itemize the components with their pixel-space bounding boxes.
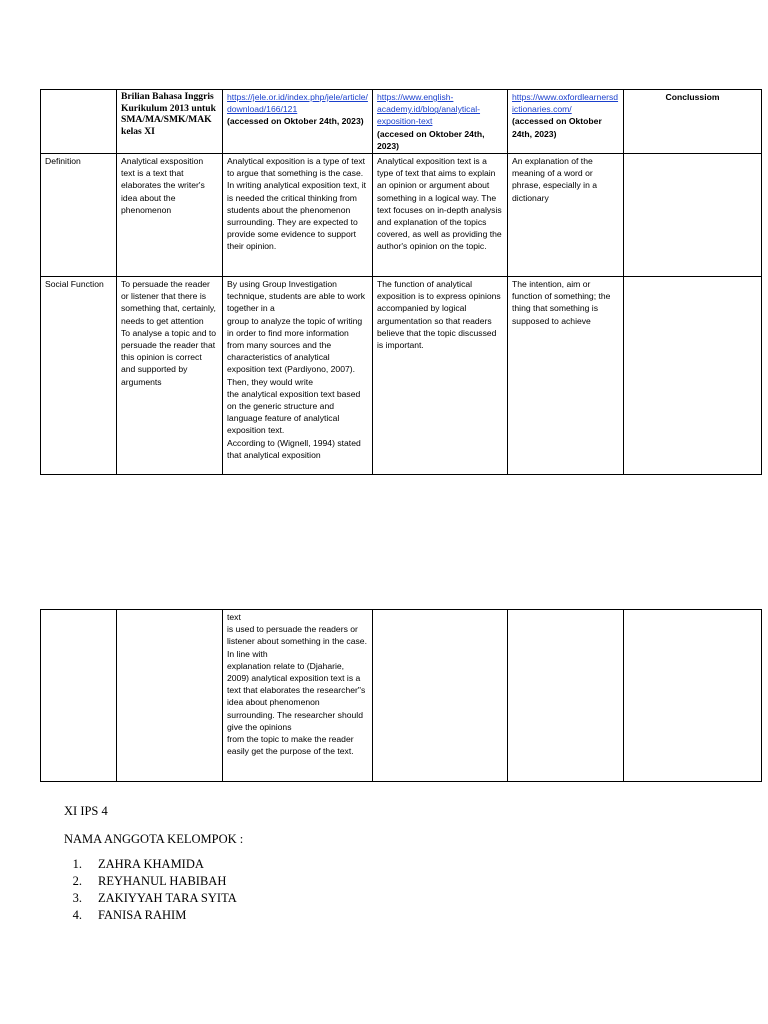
list-item <box>64 856 237 873</box>
header-source-oxford <box>508 90 624 154</box>
social-function-oxford: The intention, aim or function of something; the thing that something is supposed to achieve <box>508 277 624 475</box>
jele-access-note: (accessed on Oktober 24th, 2023) <box>227 116 364 127</box>
table-row <box>41 610 762 782</box>
header-conclusion: Conclussiom <box>624 90 762 154</box>
continued-label <box>41 610 117 782</box>
social-function-jele: By using Group Investigation technique, students are able to work together in a group to analyze the topic of writing in order to find more information from many sources and the characteristics of analytical exposition text (Pardiyono, 2007). Then, they would write the analytical exposition text based on the generic structure and language feature of analytical exposition text. According to (Wignell, 1994) stated that analytical exposition <box>223 277 373 475</box>
english-academy-access-note: (accesed on Oktober 24th, 2023) <box>377 128 485 151</box>
members-heading: NAMA ANGGOTA KELOMPOK : <box>64 832 244 846</box>
list-item <box>64 907 237 924</box>
table-row <box>41 154 762 277</box>
list-number: 3. <box>72 891 82 905</box>
definition-jele: Analytical exposition is a type of text to argue that something is the case. In writing analytical exposition text, it is needed the critical thinking from students about the phenomenon surrounding. They are expected to provide some evidence to support their opinion. <box>223 154 373 277</box>
continued-jele: text is used to persuade the readers or listener about something in the case. In line with explanation relate to (Djaharie, 2009) analytical exposition text is a text that elaborates the researcher"s idea about phenomenon surrounding. The researcher should give the opinions from the topic to make the reader easily get the purpose of the text. <box>223 610 373 782</box>
continued-conclusion <box>624 610 762 782</box>
list-number: 2. <box>72 874 82 888</box>
header-source-jele <box>223 90 373 154</box>
definition-book: Analytical exsposition text is a text that elaborates the writer's idea about the phenomenon <box>117 154 223 277</box>
member-name: ZAHRA KHAMIDA <box>98 857 204 871</box>
comparison-table-continued <box>40 609 762 782</box>
class-label: XI IPS 4 <box>64 804 108 818</box>
english-academy-link[interactable]: https://www.english-academy.id/blog/analytical-exposition-text <box>377 92 481 127</box>
list-item <box>64 873 237 890</box>
header-source-book: Brilian Bahasa Inggris Kurikulum 2013 untuk SMA/MA/SMK/MAK kelas XI <box>117 90 223 154</box>
continued-book <box>117 610 223 782</box>
row-label-definition: Definition <box>41 154 117 277</box>
row-label-social-function: Social Function <box>41 277 117 475</box>
table-header-row <box>41 90 762 154</box>
member-name: ZAKIYYAH TARA SYITA <box>98 891 237 905</box>
member-name: REYHANUL HABIBAH <box>98 874 227 888</box>
definition-oxford: An explanation of the meaning of a word or phrase, especially in a dictionary <box>508 154 624 277</box>
oxford-link[interactable]: https://www.oxfordlearnersdictionaries.com/ <box>512 92 619 115</box>
oxford-access-note: (accessed on Oktober 24th, 2023) <box>512 116 602 139</box>
list-item <box>64 890 237 907</box>
jele-link[interactable]: https://jele.or.id/index.php/jele/article/download/166/121 <box>227 92 368 115</box>
header-cell-empty <box>41 90 117 154</box>
member-name: FANISA RAHIM <box>98 908 187 922</box>
definition-conclusion <box>624 154 762 277</box>
social-function-english-academy: The function of analytical exposition is to express opinions accompanied by logical argumentation so that readers believe that the topic discussed is important. <box>373 277 508 475</box>
continued-oxford <box>508 610 624 782</box>
members-list <box>64 856 237 924</box>
table-row <box>41 277 762 475</box>
comparison-table <box>40 89 762 475</box>
list-number: 4. <box>72 908 82 922</box>
list-number: 1. <box>72 857 82 871</box>
definition-english-academy: Analytical exposition text is a type of text that aims to explain an opinion or argument about something in a logical way. The text focuses on in-depth analysis and explanation of the topics covered, as well as providing the author's opinion on the topic. <box>373 154 508 277</box>
social-function-conclusion <box>624 277 762 475</box>
header-source-english-academy <box>373 90 508 154</box>
continued-english-academy <box>373 610 508 782</box>
social-function-book: To persuade the reader or listener that there is something that, certainly, needs to get attention To analyse a topic and to persuade the reader that this opinion is correct and supported by arguments <box>117 277 223 475</box>
